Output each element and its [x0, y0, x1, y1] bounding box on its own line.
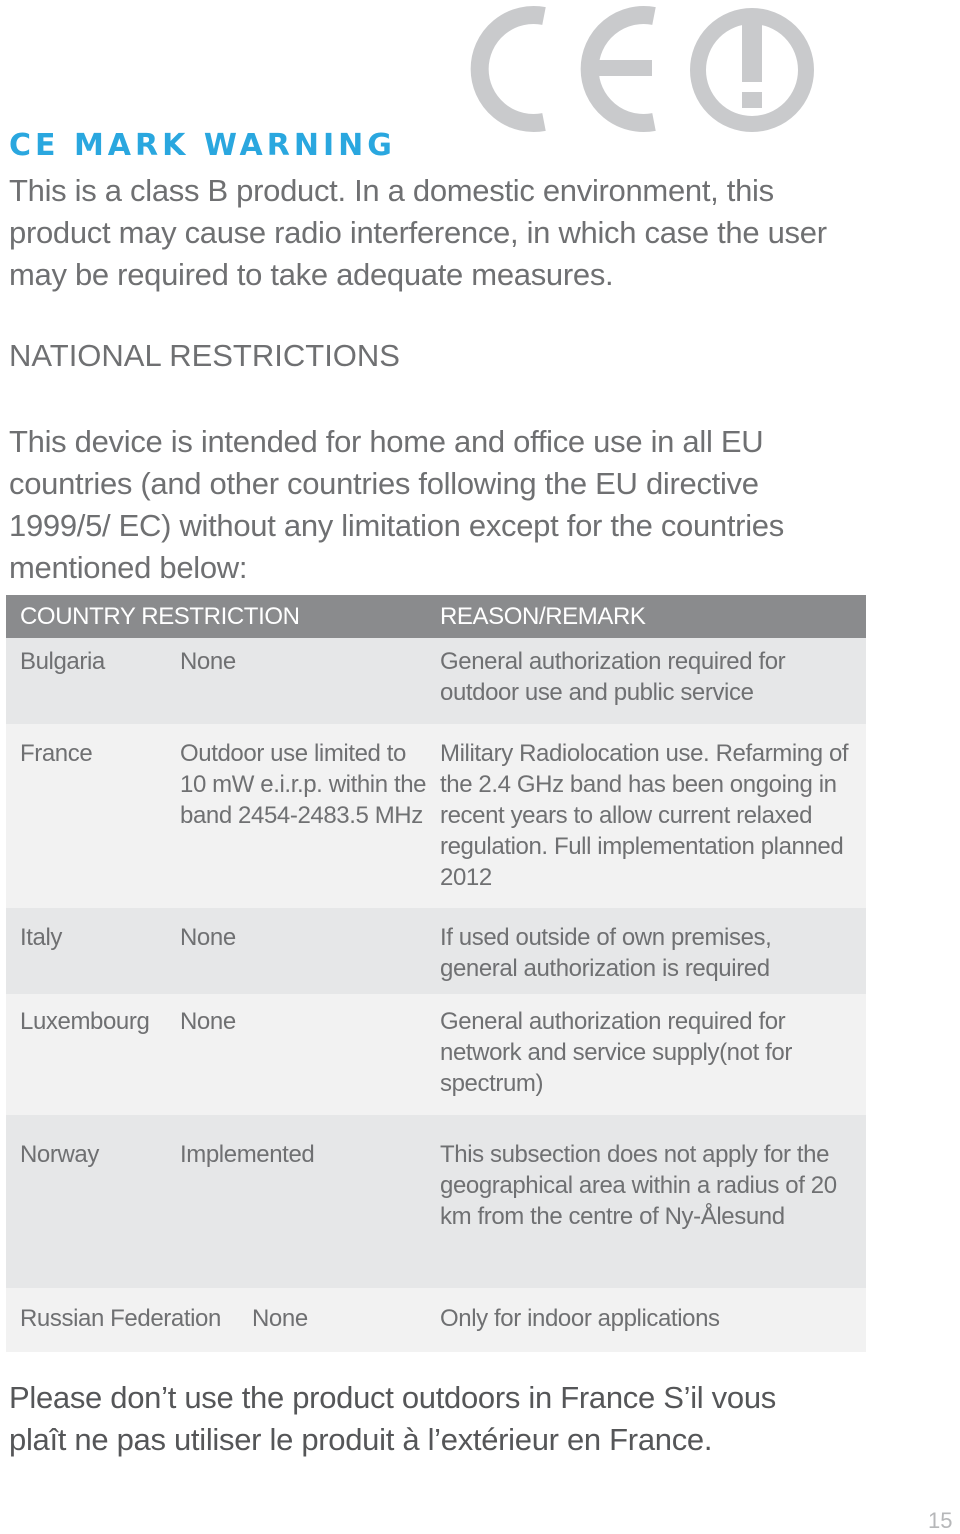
restrictions-table: [6, 595, 866, 1352]
remark-cell: If used outside of own premises, general authorization is required: [440, 924, 772, 982]
restriction-cell: None: [180, 648, 236, 675]
table-row: [6, 638, 866, 724]
table-row: [6, 994, 866, 1115]
restriction-cell: Implemented: [180, 1141, 315, 1168]
country-cell: Bulgaria: [20, 648, 105, 675]
remark-cell: This subsection does not apply for the geographical area within a radius of 20 km from the centre of Ny-Ålesund: [440, 1141, 837, 1230]
remark-cell: Military Radiolocation use. Refarming of the 2.4 GHz band has been ongoing in recent years to allow current relaxed regulation. Full implementation planned 2012: [440, 740, 849, 891]
country-cell: Italy: [20, 924, 63, 951]
country-cell: Luxembourg: [20, 1008, 150, 1035]
ce-mark-warning-title: CE MARK WARNING: [9, 128, 396, 163]
country-cell: Norway: [20, 1141, 99, 1168]
restriction-cell: Outdoor use limited to 10 mW e.i.r.p. within the band 2454-2483.5 MHz: [180, 740, 427, 829]
country-cell: Russian Federation: [20, 1305, 221, 1332]
table-row: [6, 1115, 866, 1288]
scope-paragraph: This device is intended for home and office use in all EU countries (and other countries following the EU directive 1999/5/ EC) without any limitation except for the countries mentioned below:: [9, 424, 784, 585]
restriction-cell: None: [180, 924, 236, 951]
country-cell: France: [20, 740, 93, 767]
page-number: 15: [928, 1508, 953, 1533]
header-reason-remark: REASON/REMARK: [440, 603, 646, 630]
remark-cell: Only for indoor applications: [440, 1305, 720, 1332]
table-header: [6, 595, 866, 638]
remark-cell: General authorization required for network and service supply(not for spectrum): [440, 1008, 792, 1097]
restriction-cell: None: [180, 1008, 236, 1035]
national-restrictions-title: NATIONAL RESTRICTIONS: [9, 338, 400, 373]
table-row: [6, 1288, 866, 1352]
ce-mark-alert-icon: [466, 0, 826, 136]
table-row: [6, 908, 866, 994]
france-outdoor-notice: Please don’t use the product outdoors in France S’il vous plaît ne pas utiliser le produit à l’extérieur en France.: [9, 1380, 776, 1457]
remark-cell: General authorization required for outdoor use and public service: [440, 648, 786, 706]
header-country-restriction: COUNTRY RESTRICTION: [20, 603, 300, 630]
class-b-notice: This is a class B product. In a domestic environment, this product may cause radio interference, in which case the user may be required to take adequate measures.: [9, 173, 827, 292]
table-row: [6, 724, 866, 908]
restriction-cell: None: [252, 1305, 308, 1332]
